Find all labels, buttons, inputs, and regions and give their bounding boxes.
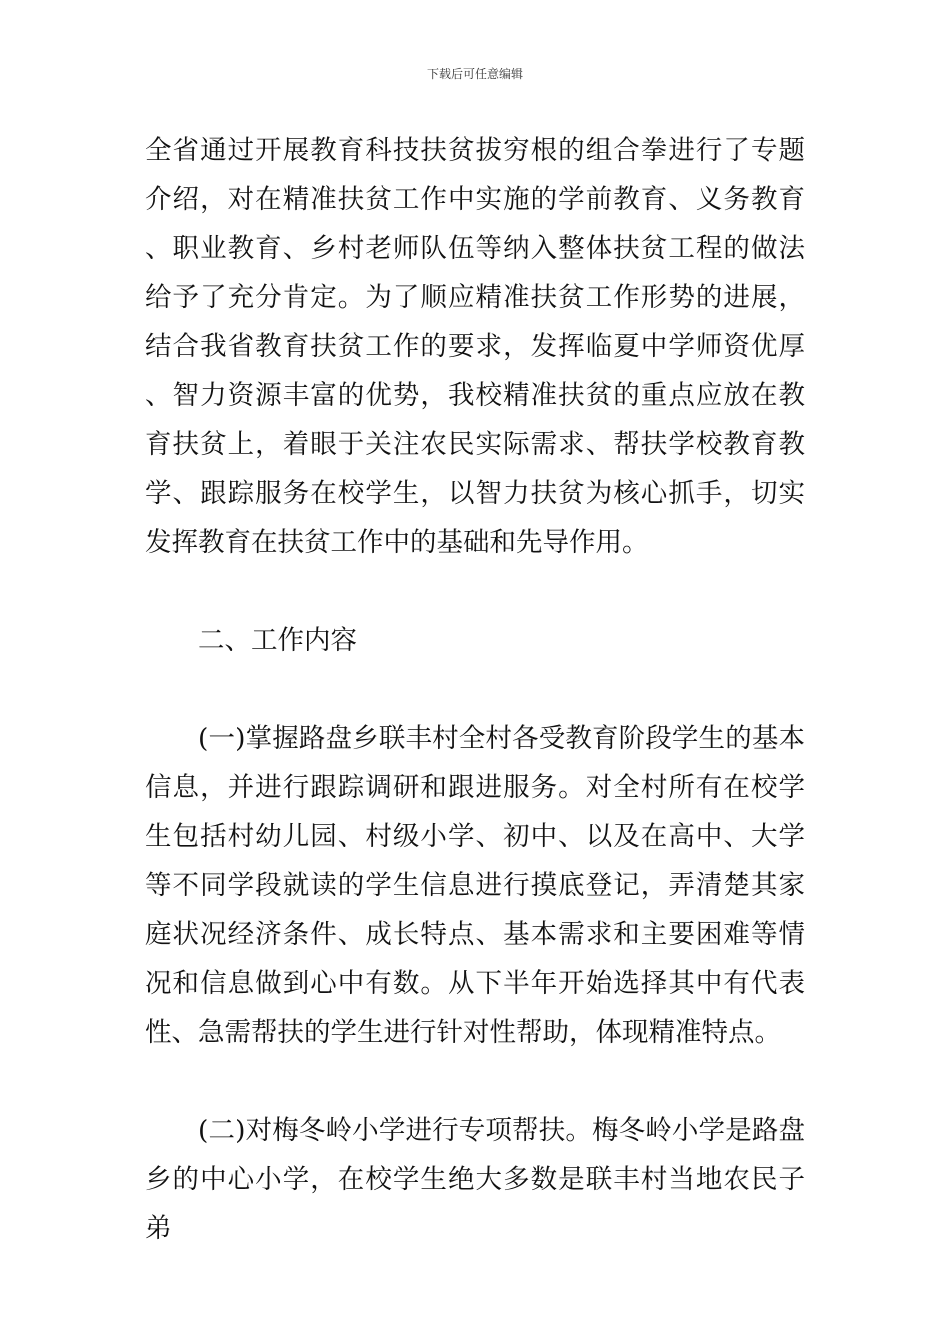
- section-heading-work-content: 二、工作内容: [198, 625, 357, 656]
- paragraph-item-2: (二)对梅冬岭小学进行专项帮扶。梅冬岭小学是路盘乡的中心小学，在校学生绝大多数是联丰村当地农民子弟: [145, 1115, 805, 1244]
- page-header: 下载后可任意编辑: [426, 67, 523, 81]
- paragraph-intro: 全省通过开展教育科技扶贫拔穷根的组合拳进行了专题介绍，对在精准扶贫工作中实施的学前教育、义务教育、职业教育、乡村老师队伍等纳入整体扶贫工程的做法给予了充分肯定。为了顺应精准扶贫工作形势的进展，结合我省教育扶贫工作的要求，发挥临夏中学师资优厚、智力资源丰富的优势，我校精准扶贫的重点应放在教育扶贫上，着眼于关注农民实际需求、帮扶学校教育教学、跟踪服务在校学生，以智力扶贫为核心抓手，切实发挥教育在扶贫工作中的基础和先导作用。: [145, 135, 805, 558]
- document-body: [145, 126, 805, 1253]
- paragraph-item-1: (一)掌握路盘乡联丰村全村各受教育阶段学生的基本信息，并进行跟踪调研和跟进服务。对全村所有在校学生包括村幼儿园、村级小学、初中、以及在高中、大学等不同学段就读的学生信息进行摸底登记，弄清楚其家庭状况经济条件、成长特点、基本需求和主要困难等情况和信息做到心中有数。从下半年开始选择其中有代表性、急需帮扶的学生进行针对性帮助，体现精准特点。: [145, 723, 805, 1048]
